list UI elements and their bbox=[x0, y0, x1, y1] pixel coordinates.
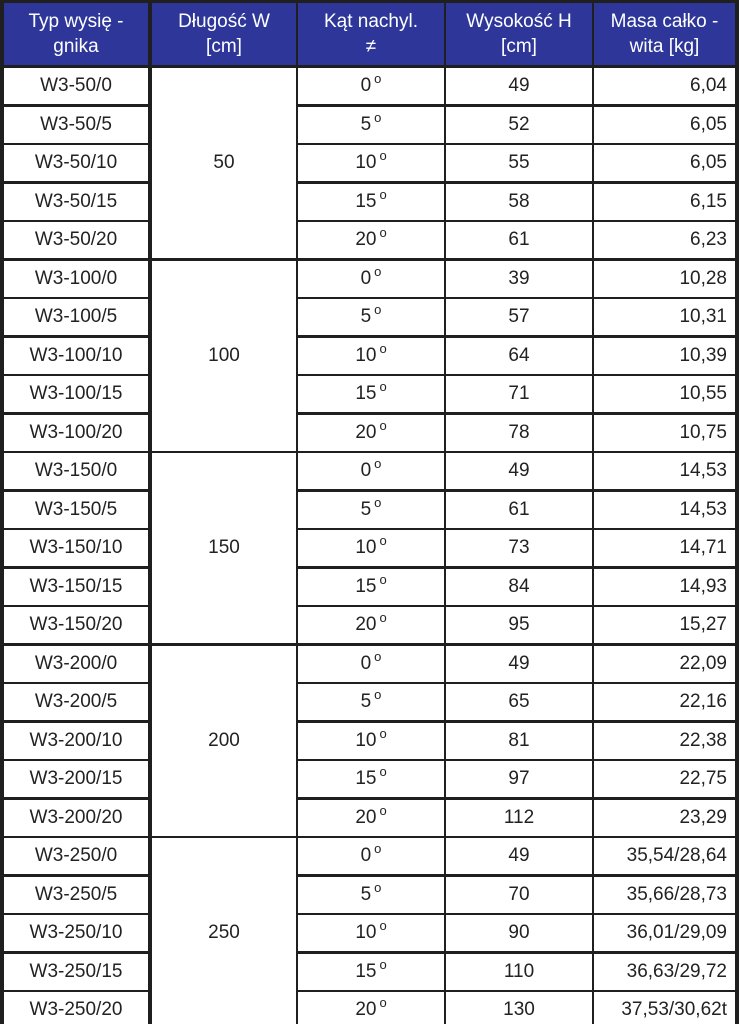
type-value: W3-150/15 bbox=[29, 575, 123, 597]
length-cell bbox=[152, 838, 296, 1028]
length-value: 150 bbox=[208, 537, 240, 558]
height-value: 84 bbox=[508, 575, 530, 597]
height-value: 39 bbox=[508, 267, 530, 289]
angle-cell bbox=[298, 299, 444, 335]
angle-number: 15 bbox=[355, 383, 377, 404]
header-angle bbox=[298, 3, 444, 65]
angle-number: 5 bbox=[360, 498, 372, 520]
type-value: W3-150/0 bbox=[34, 460, 118, 481]
height-value: 58 bbox=[508, 190, 530, 212]
degree-symbol: o bbox=[374, 302, 382, 317]
mass-cell bbox=[594, 954, 735, 990]
type-cell bbox=[4, 800, 148, 836]
mass-value: 10,75 bbox=[679, 421, 727, 443]
mass-cell bbox=[594, 723, 735, 759]
type-value: W3-200/10 bbox=[29, 729, 123, 751]
mass-value: 23,29 bbox=[679, 806, 727, 828]
type-cell bbox=[4, 415, 148, 451]
type-cell bbox=[4, 68, 148, 104]
angle-cell bbox=[298, 723, 444, 759]
angle-number: 10 bbox=[355, 152, 377, 173]
mass-value: 35,66/28,73 bbox=[626, 883, 727, 905]
degree-symbol: o bbox=[379, 340, 387, 356]
angle-value bbox=[360, 841, 382, 867]
angle-number: 20 bbox=[355, 806, 377, 828]
type-cell bbox=[4, 530, 148, 566]
mass-value: 36,63/29,72 bbox=[626, 960, 727, 982]
type-value: W3-50/10 bbox=[34, 152, 118, 173]
type-value: W3-150/20 bbox=[29, 614, 123, 635]
height-cell bbox=[446, 877, 592, 913]
mass-cell bbox=[594, 299, 735, 335]
angle-number: 5 bbox=[360, 691, 372, 712]
height-value: 57 bbox=[508, 306, 530, 327]
height-cell bbox=[446, 646, 592, 682]
height-value: 52 bbox=[508, 113, 530, 135]
height-cell bbox=[446, 530, 592, 566]
type-cell bbox=[4, 954, 148, 990]
angle-cell bbox=[298, 646, 444, 682]
angle-number: 15 bbox=[355, 960, 377, 982]
height-cell bbox=[446, 492, 592, 528]
mass-cell bbox=[594, 338, 735, 374]
angle-number: 10 bbox=[355, 537, 377, 558]
angle-cell bbox=[298, 261, 444, 297]
angle-number: 5 bbox=[360, 883, 372, 905]
angle-cell bbox=[298, 492, 444, 528]
mass-cell bbox=[594, 453, 735, 489]
height-value: 71 bbox=[508, 383, 530, 404]
mass-cell bbox=[594, 492, 735, 528]
angle-value bbox=[355, 918, 387, 944]
type-value: W3-200/20 bbox=[29, 806, 123, 828]
angle-number: 0 bbox=[360, 75, 372, 96]
type-cell bbox=[4, 569, 148, 605]
type-value: W3-100/0 bbox=[34, 267, 118, 289]
height-cell bbox=[446, 222, 592, 258]
angle-cell bbox=[298, 838, 444, 874]
height-value: 49 bbox=[508, 460, 530, 481]
mass-value: 22,16 bbox=[679, 691, 727, 712]
type-cell bbox=[4, 684, 148, 720]
angle-value bbox=[355, 148, 387, 174]
height-cell bbox=[446, 453, 592, 489]
angle-cell bbox=[298, 915, 444, 951]
type-value: W3-200/5 bbox=[34, 691, 118, 712]
height-value: 130 bbox=[503, 999, 535, 1020]
angle-cell bbox=[298, 376, 444, 412]
height-value: 112 bbox=[503, 806, 535, 828]
height-cell bbox=[446, 184, 592, 220]
degree-symbol: o bbox=[374, 648, 382, 664]
mass-value: 14,53 bbox=[679, 460, 727, 481]
height-value: 95 bbox=[508, 614, 530, 635]
height-cell bbox=[446, 838, 592, 874]
header-length bbox=[152, 3, 296, 65]
header-height bbox=[446, 3, 592, 65]
mass-cell bbox=[594, 838, 735, 874]
degree-symbol: o bbox=[374, 841, 382, 856]
length-value: 250 bbox=[208, 922, 240, 943]
type-value: W3-250/10 bbox=[29, 922, 123, 943]
header-type bbox=[4, 3, 148, 65]
mass-value: 36,01/29,09 bbox=[626, 922, 727, 943]
type-value: W3-50/15 bbox=[34, 190, 118, 212]
mass-value: 22,75 bbox=[679, 768, 727, 789]
type-cell bbox=[4, 184, 148, 220]
type-value: W3-100/20 bbox=[29, 421, 123, 443]
angle-value bbox=[360, 648, 382, 675]
degree-symbol: o bbox=[379, 956, 387, 972]
angle-value bbox=[355, 417, 387, 444]
angle-value bbox=[355, 571, 387, 598]
mass-cell bbox=[594, 800, 735, 836]
mass-value: 6,23 bbox=[690, 229, 727, 250]
height-value: 90 bbox=[508, 922, 530, 943]
angle-value bbox=[355, 764, 387, 790]
degree-symbol: o bbox=[379, 610, 387, 625]
mass-cell bbox=[594, 992, 735, 1028]
angle-value bbox=[355, 186, 387, 213]
angle-cell bbox=[298, 877, 444, 913]
height-value: 49 bbox=[508, 845, 530, 866]
mass-cell bbox=[594, 261, 735, 297]
angle-number: 5 bbox=[360, 306, 372, 327]
degree-symbol: o bbox=[374, 494, 382, 510]
height-cell bbox=[446, 800, 592, 836]
angle-number: 10 bbox=[355, 729, 377, 751]
degree-symbol: o bbox=[379, 725, 387, 741]
angle-number: 0 bbox=[360, 460, 372, 481]
angle-cell bbox=[298, 145, 444, 181]
mass-value: 22,09 bbox=[679, 652, 727, 674]
header-line: Masa całko - bbox=[610, 11, 719, 32]
angle-number: 15 bbox=[355, 768, 377, 789]
height-value: 49 bbox=[508, 652, 530, 674]
height-cell bbox=[446, 915, 592, 951]
angle-number: 10 bbox=[355, 922, 377, 943]
angle-cell bbox=[298, 954, 444, 990]
mass-cell bbox=[594, 915, 735, 951]
mass-value: 6,15 bbox=[690, 190, 727, 212]
angle-cell bbox=[298, 607, 444, 643]
degree-symbol: o bbox=[374, 687, 382, 702]
type-value: W3-250/0 bbox=[34, 845, 118, 866]
type-cell bbox=[4, 376, 148, 412]
height-value: 65 bbox=[508, 691, 530, 712]
type-value: W3-250/15 bbox=[29, 960, 123, 982]
height-cell bbox=[446, 415, 592, 451]
degree-symbol: o bbox=[379, 417, 387, 433]
header-line: wita [kg] bbox=[629, 36, 700, 57]
mass-cell bbox=[594, 530, 735, 566]
type-value: W3-250/5 bbox=[34, 883, 118, 905]
type-cell bbox=[4, 761, 148, 797]
mass-value: 6,05 bbox=[690, 152, 727, 173]
mass-cell bbox=[594, 761, 735, 797]
mass-value: 15,27 bbox=[679, 614, 727, 635]
length-value: 50 bbox=[213, 152, 235, 173]
mass-value: 14,93 bbox=[679, 575, 727, 597]
angle-value bbox=[360, 456, 382, 482]
angle-number: 0 bbox=[360, 845, 372, 866]
header-line: [cm] bbox=[206, 36, 242, 57]
height-cell bbox=[446, 569, 592, 605]
angle-value bbox=[360, 879, 382, 906]
type-cell bbox=[4, 299, 148, 335]
angle-number: 20 bbox=[355, 229, 377, 250]
mass-value: 10,31 bbox=[679, 306, 727, 327]
height-cell bbox=[446, 299, 592, 335]
mass-value: 35,54/28,64 bbox=[626, 845, 727, 866]
angle-value bbox=[355, 956, 387, 983]
type-value: W3-200/0 bbox=[34, 652, 118, 674]
mass-cell bbox=[594, 107, 735, 143]
angle-value bbox=[360, 687, 382, 713]
type-cell bbox=[4, 992, 148, 1028]
degree-symbol: o bbox=[374, 109, 382, 125]
type-cell bbox=[4, 877, 148, 913]
type-value: W3-50/20 bbox=[34, 229, 118, 250]
degree-symbol: o bbox=[379, 379, 387, 394]
type-value: W3-100/10 bbox=[29, 344, 123, 366]
mass-cell bbox=[594, 68, 735, 104]
height-value: 55 bbox=[508, 152, 530, 173]
angle-cell bbox=[298, 107, 444, 143]
height-cell bbox=[446, 992, 592, 1028]
height-value: 97 bbox=[508, 768, 530, 789]
angle-value bbox=[360, 71, 382, 97]
angle-number: 15 bbox=[355, 190, 377, 212]
angle-cell bbox=[298, 530, 444, 566]
type-value: W3-100/15 bbox=[29, 383, 123, 404]
type-cell bbox=[4, 607, 148, 643]
angle-number: 10 bbox=[355, 344, 377, 366]
angle-value bbox=[360, 109, 382, 136]
height-cell bbox=[446, 723, 592, 759]
height-cell bbox=[446, 68, 592, 104]
type-cell bbox=[4, 453, 148, 489]
header-line: Wysokość H bbox=[466, 11, 572, 32]
height-value: 78 bbox=[508, 421, 530, 443]
angle-cell bbox=[298, 415, 444, 451]
angle-cell bbox=[298, 338, 444, 374]
height-value: 49 bbox=[508, 75, 530, 96]
type-cell bbox=[4, 338, 148, 374]
mass-value: 6,04 bbox=[690, 75, 727, 96]
angle-cell bbox=[298, 684, 444, 720]
angle-value bbox=[355, 533, 387, 559]
type-cell bbox=[4, 261, 148, 297]
type-cell bbox=[4, 723, 148, 759]
height-cell bbox=[446, 338, 592, 374]
angle-number: 0 bbox=[360, 652, 372, 674]
angle-value bbox=[360, 263, 382, 290]
angle-cell bbox=[298, 184, 444, 220]
type-cell bbox=[4, 222, 148, 258]
height-value: 70 bbox=[508, 883, 530, 905]
type-value: W3-50/0 bbox=[40, 75, 112, 96]
degree-symbol: o bbox=[374, 263, 382, 279]
height-value: 81 bbox=[508, 729, 530, 751]
height-value: 61 bbox=[508, 498, 530, 520]
type-cell bbox=[4, 915, 148, 951]
length-cell bbox=[152, 68, 296, 258]
length-cell bbox=[152, 453, 296, 643]
header-mass bbox=[594, 3, 735, 65]
type-value: W3-250/20 bbox=[29, 999, 123, 1020]
degree-symbol: o bbox=[374, 456, 382, 471]
degree-symbol: o bbox=[379, 995, 387, 1010]
header-line: Długość W bbox=[178, 11, 270, 32]
angle-value bbox=[355, 610, 387, 636]
degree-symbol: o bbox=[379, 802, 387, 818]
mass-cell bbox=[594, 184, 735, 220]
length-cell bbox=[152, 261, 296, 451]
type-cell bbox=[4, 145, 148, 181]
length-value: 200 bbox=[208, 729, 240, 751]
height-cell bbox=[446, 607, 592, 643]
height-value: 110 bbox=[503, 960, 535, 982]
height-value: 73 bbox=[508, 537, 530, 558]
height-cell bbox=[446, 954, 592, 990]
angle-cell bbox=[298, 992, 444, 1028]
mass-value: 10,55 bbox=[679, 383, 727, 404]
type-cell bbox=[4, 492, 148, 528]
height-cell bbox=[446, 107, 592, 143]
angle-value bbox=[355, 225, 387, 251]
mass-value: 14,53 bbox=[679, 498, 727, 520]
mass-cell bbox=[594, 646, 735, 682]
mass-value: 37,53/30,62t bbox=[621, 999, 727, 1020]
mass-value: 14,71 bbox=[679, 537, 727, 558]
degree-symbol: o bbox=[379, 186, 387, 202]
header-line: gnika bbox=[53, 36, 99, 57]
angle-number: 20 bbox=[355, 999, 377, 1020]
mass-value: 10,28 bbox=[679, 267, 727, 289]
header-line: [cm] bbox=[501, 36, 537, 57]
type-value: W3-150/10 bbox=[29, 537, 123, 558]
type-value: W3-50/5 bbox=[40, 113, 112, 135]
degree-symbol: o bbox=[379, 571, 387, 587]
type-cell bbox=[4, 838, 148, 874]
angle-number: 0 bbox=[360, 267, 372, 289]
degree-symbol: o bbox=[379, 764, 387, 779]
type-value: W3-100/5 bbox=[34, 306, 118, 327]
angle-number: 5 bbox=[360, 113, 372, 135]
height-cell bbox=[446, 761, 592, 797]
header-line: Kąt nachyl. bbox=[324, 11, 418, 32]
header-line: Typ wysię - bbox=[28, 11, 124, 32]
degree-symbol: o bbox=[379, 225, 387, 240]
angle-cell bbox=[298, 761, 444, 797]
mass-cell bbox=[594, 607, 735, 643]
angle-value bbox=[355, 995, 387, 1021]
angle-value bbox=[360, 302, 382, 328]
mass-cell bbox=[594, 222, 735, 258]
degree-symbol: o bbox=[374, 879, 382, 895]
angle-value bbox=[360, 494, 382, 521]
height-value: 64 bbox=[508, 344, 530, 366]
type-value: W3-150/5 bbox=[34, 498, 118, 520]
height-cell bbox=[446, 376, 592, 412]
angle-value bbox=[355, 802, 387, 829]
height-cell bbox=[446, 684, 592, 720]
mass-value: 10,39 bbox=[679, 344, 727, 366]
angle-number: 15 bbox=[355, 575, 377, 597]
mass-value: 22,38 bbox=[679, 729, 727, 751]
mass-cell bbox=[594, 376, 735, 412]
mass-value: 6,05 bbox=[690, 113, 727, 135]
mass-cell bbox=[594, 684, 735, 720]
height-cell bbox=[446, 145, 592, 181]
angle-value bbox=[355, 725, 387, 752]
degree-symbol: o bbox=[374, 71, 382, 86]
length-value: 100 bbox=[208, 344, 240, 366]
angle-value bbox=[355, 379, 387, 405]
degree-symbol: o bbox=[379, 918, 387, 933]
mass-cell bbox=[594, 877, 735, 913]
header-line: ≠ bbox=[365, 36, 377, 57]
mass-cell bbox=[594, 145, 735, 181]
mass-cell bbox=[594, 569, 735, 605]
angle-cell bbox=[298, 453, 444, 489]
angle-cell bbox=[298, 800, 444, 836]
height-value: 61 bbox=[508, 229, 530, 250]
type-value: W3-200/15 bbox=[29, 768, 123, 789]
angle-number: 20 bbox=[355, 421, 377, 443]
degree-symbol: o bbox=[379, 533, 387, 548]
angle-number: 20 bbox=[355, 614, 377, 635]
type-cell bbox=[4, 107, 148, 143]
angle-value bbox=[355, 340, 387, 367]
height-cell bbox=[446, 261, 592, 297]
angle-cell bbox=[298, 569, 444, 605]
mass-cell bbox=[594, 415, 735, 451]
angle-cell bbox=[298, 222, 444, 258]
type-cell bbox=[4, 646, 148, 682]
degree-symbol: o bbox=[379, 148, 387, 163]
length-cell bbox=[152, 646, 296, 836]
angle-cell bbox=[298, 68, 444, 104]
